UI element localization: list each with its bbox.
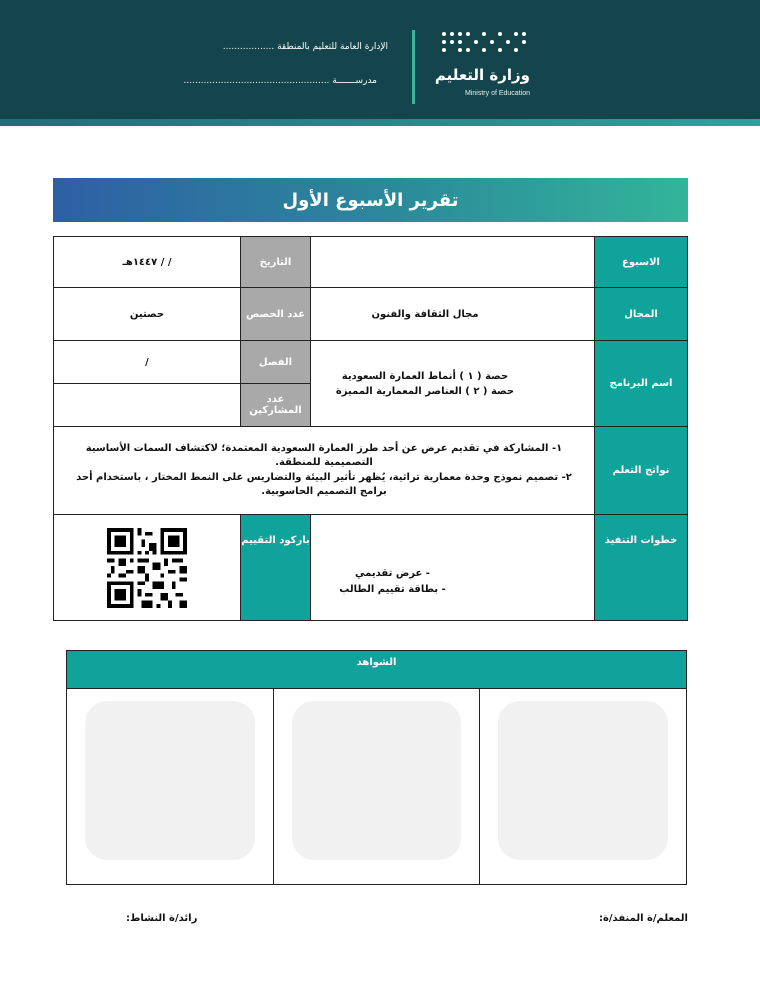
- field-label: المجال: [595, 288, 688, 341]
- header-stripe: [0, 119, 760, 126]
- week-label: الاسبوع: [595, 237, 688, 288]
- report-table: [53, 236, 688, 621]
- evidence-title: الشواهد: [67, 651, 686, 689]
- step-1: - عرض تقديمي: [355, 567, 430, 579]
- table-row: [54, 341, 688, 384]
- qr-code-icon[interactable]: [107, 526, 187, 610]
- ministry-dots-icon: [438, 30, 530, 56]
- table-row: [54, 427, 688, 515]
- school-line: مدرســـــــة ...................................................: [183, 76, 377, 86]
- leader-signature-label: رائد/ة النشاط:: [126, 913, 198, 924]
- ministry-name-ar: وزارة التعليم: [434, 66, 530, 84]
- admin-line: الإدارة العامة للتعليم بالمنطقة ..................: [222, 42, 388, 52]
- table-row: [54, 515, 688, 621]
- teacher-signature-label: المعلم/ة المنفذ/ة:: [599, 913, 688, 924]
- program-value[interactable]: [311, 341, 595, 427]
- image-placeholder[interactable]: [498, 701, 668, 860]
- report-title-bar: [53, 178, 688, 222]
- participants-label: عدد المشاركين: [241, 384, 311, 427]
- image-placeholder[interactable]: [85, 701, 255, 860]
- participants-value[interactable]: [54, 384, 241, 427]
- image-placeholder[interactable]: [292, 701, 462, 860]
- steps-value[interactable]: [311, 515, 595, 621]
- step-2: - بطاقة تقييم الطالب: [339, 583, 446, 595]
- table-row: [54, 237, 688, 288]
- sessions-label: عدد الحصص: [241, 288, 311, 341]
- field-value[interactable]: مجال الثقافة والفنون: [311, 288, 595, 341]
- outcomes-value[interactable]: [54, 427, 595, 515]
- table-row: [54, 288, 688, 341]
- date-value[interactable]: / / ١٤٤٧هـ: [54, 237, 241, 288]
- outcome-1: ١- المشاركة في تقديم عرض عن أحد طرز العمارة السعودية المعتمدة؛ لاكتشاف السمات الأساسية التصميمية للمنطقة.: [85, 442, 563, 468]
- steps-label: خطوات التنفيذ: [595, 515, 688, 621]
- class-value[interactable]: /: [54, 341, 241, 384]
- class-label: الفصل: [241, 341, 311, 384]
- program-line-1: حصة ( ١ ) أنماط العمارة السعودية: [341, 370, 509, 382]
- ministry-logo: [430, 30, 530, 100]
- evidence-cell-1[interactable]: [67, 689, 273, 885]
- page-header: [0, 0, 760, 126]
- evidence-cell-3[interactable]: [479, 689, 686, 885]
- program-label: اسم البرنامج: [595, 341, 688, 427]
- barcode-label: باركود التقييم: [241, 515, 311, 621]
- week-value[interactable]: [311, 237, 595, 288]
- evidence-cell-2[interactable]: [273, 689, 480, 885]
- outcomes-label: نواتج التعلم: [595, 427, 688, 515]
- outcome-2: ٢- تصميم نموذج وحدة معمارية تراثية، يُظهر تأثير البيئة والتضاريس على النمط المختار ، باستخدام أحد برامج التصميم الحاسوبية.: [76, 471, 572, 497]
- date-label: التاريخ: [241, 237, 311, 288]
- report-title: تقرير الأسبوع الأول: [282, 189, 459, 211]
- evidence-cells: [67, 689, 686, 885]
- header-divider: [412, 30, 415, 104]
- sessions-value[interactable]: حصتين: [54, 288, 241, 341]
- qr-cell: [54, 515, 241, 621]
- evidence-section: [66, 650, 687, 885]
- ministry-name-en: Ministry of Education: [465, 90, 530, 97]
- program-line-2: حصة ( ٢ ) العناصر المعمارية المميزة: [335, 385, 515, 397]
